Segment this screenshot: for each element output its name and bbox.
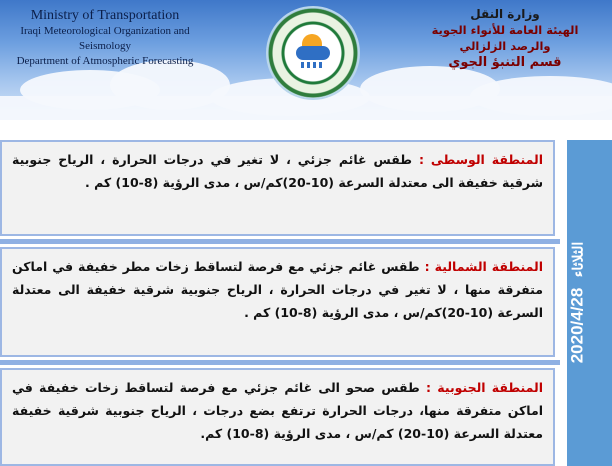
ministry-name-ar: وزارة النقل — [470, 7, 540, 21]
forecast-date: 2020/4/28 — [567, 287, 587, 364]
ministry-english-title — [0, 8, 210, 69]
ministry-name-en: Ministry of Transportation — [30, 8, 180, 23]
organization-logo — [268, 8, 358, 98]
cloud-shape — [0, 96, 612, 120]
label-colon: : — [419, 259, 435, 274]
forecast-text: طقس غائم جزئي ، لا تغير في درجات الحرارة ، الرياح جنوبية شرقية خفيفة الى معتدلة السرعة (10-20)كم/س ، مدى الرؤية (8-10) كم . — [12, 152, 543, 190]
organization-name-ar: الهيئة العامة للأنواء الجوية والرصد الزلزالي — [431, 23, 579, 53]
header-banner — [0, 0, 612, 120]
organization-name-en: Iraqi Meteorological Organization and Seismology — [20, 25, 190, 52]
forecast-panel-central — [0, 140, 555, 236]
date-label — [568, 140, 612, 466]
region-label: المنطقة الشمالية — [434, 259, 543, 274]
date-sidebar — [567, 140, 612, 466]
forecast-text: طقس غائم جزئي مع فرصة لتساقط زخات مطر خفيفة في اماكن متفرقة منها ، لا تغير في درجات الحرارة ، الرياح جنوبية شرقية خفيفة الى معتدلة السرعة (10-20)كم/س ، مدى الرؤية (8-10) كم . — [12, 259, 543, 320]
forecast-panel-south — [0, 368, 555, 466]
label-colon: : — [419, 380, 438, 395]
section-divider — [0, 239, 560, 244]
cloud-icon — [296, 46, 330, 60]
region-label: المنطقة الجنوبية — [437, 380, 544, 395]
department-name-ar: قسم التنبؤ الجوي — [448, 55, 562, 70]
forecast-panel-north — [0, 247, 555, 357]
forecast-day: الثلاثاء — [569, 241, 586, 278]
column-gap — [560, 140, 567, 466]
rain-icon — [301, 62, 325, 68]
department-name-en: Department of Atmospheric Forecasting — [16, 55, 194, 67]
section-divider — [0, 360, 560, 365]
label-colon: : — [412, 152, 431, 167]
forecast-text: طقس صحو الى غائم جزئي مع فرصة لتساقط زخات خفيفة في اماكن متفرقة منها، درجات الحرارة ترتفع بضع درجات ، الرياح جنوبية شرقية خفيفة معتدلة السرعة (10-20) كم/س ، مدى الرؤية (8-10) كم. — [12, 380, 543, 441]
region-label: المنطقة الوسطى — [430, 152, 544, 167]
ministry-arabic-title — [410, 6, 600, 72]
forecast-content — [0, 140, 560, 466]
sun-icon — [302, 34, 322, 46]
